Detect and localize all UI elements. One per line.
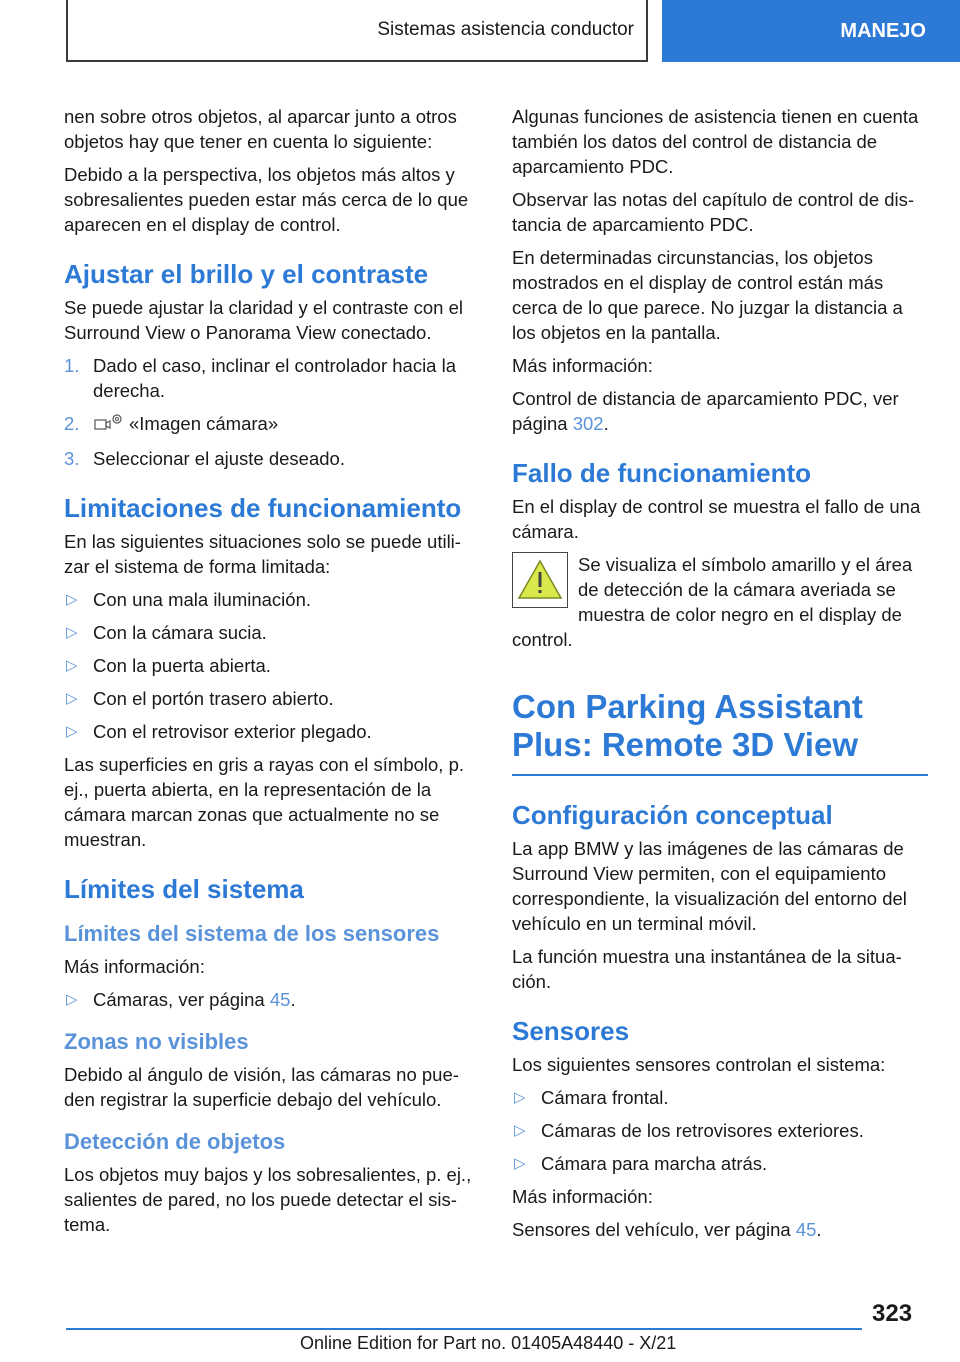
blind-zones-heading: Zonas no visibles xyxy=(64,1029,249,1055)
object-detection-heading: Detección de objetos xyxy=(64,1129,286,1155)
list-item: ▷ Cámaras de los retrovisores exteriores. xyxy=(514,1120,864,1141)
left-column xyxy=(64,104,484,1245)
limits-heading: Límites del sistema xyxy=(64,874,304,905)
warning-block xyxy=(512,552,928,627)
list-item: ▷ Con la puerta abierta. xyxy=(66,655,271,677)
triangle-bullet-icon: ▷ xyxy=(514,1155,526,1172)
limitations-heading: Limitaciones de funcionamiento xyxy=(64,493,462,524)
sensors-text: Los siguientes sensores controlan el sistema: xyxy=(512,1054,886,1075)
vehicle-sensors-reference: Sensores del vehículo, ver página 45. xyxy=(512,1219,822,1240)
step-text: «Imagen cámara» xyxy=(129,413,279,434)
triangle-bullet-icon: ▷ xyxy=(66,591,78,609)
footer-divider xyxy=(66,1328,862,1330)
section-title: Sistemas asistencia conductor xyxy=(377,19,634,40)
sensors-heading: Sensores xyxy=(512,1016,630,1046)
pdc-paragraph-2: Observar las notas del capítulo de control de dis-tancia de aparcamiento PDC. xyxy=(512,189,915,235)
list-item: ▷ Con el retrovisor exterior plegado. xyxy=(66,721,372,743)
blind-zones-text: Debido al ángulo de visión, las cámaras no pue-den registrar la superficie debajo del vehículo. xyxy=(64,1064,459,1111)
triangle-bullet-icon: ▷ xyxy=(66,991,78,1009)
header-chapter-tab xyxy=(662,0,960,62)
step-number: 3. xyxy=(64,448,80,470)
pdc-paragraph-3: En determinadas circunstancias, los objetos mostrados en el display de control están más cerca de lo que parece. No juzgar la distancia a los objetos en la pantalla. xyxy=(512,247,903,343)
object-detection-text: Los objetos muy bajos y los sobresalientes, p. ej., salientes de pared, no los puede detectar el sis-tema. xyxy=(64,1164,472,1236)
more-info-label: Más información: xyxy=(512,355,653,376)
more-info-label: Más información: xyxy=(64,956,205,978)
heading-divider xyxy=(512,774,928,776)
step-2 xyxy=(64,411,484,438)
header-section-title xyxy=(66,0,648,62)
page-link[interactable]: 45 xyxy=(795,1219,817,1240)
triangle-bullet-icon: ▷ xyxy=(66,690,78,708)
list-item: ▷ Con la cámara sucia. xyxy=(66,622,267,644)
step-3 xyxy=(64,446,484,471)
list-item: ▷ Con el portón trasero abierto. xyxy=(66,688,334,710)
pdc-paragraph-1: Algunas funciones de asistencia tienen en cuenta también los datos del control de distancia de aparcamiento PDC. xyxy=(512,106,919,177)
triangle-bullet-icon: ▷ xyxy=(514,1089,526,1106)
list-item: ▷ Cámaras, ver página 45. xyxy=(66,989,296,1011)
step-number: 2. xyxy=(64,413,80,434)
triangle-bullet-icon: ▷ xyxy=(66,624,78,642)
page-link[interactable]: 302 xyxy=(572,413,604,434)
list-item: ▷ Con una mala iluminación. xyxy=(66,589,312,611)
list-item: ▷ Cámara para marcha atrás. xyxy=(514,1153,768,1174)
malfunction-heading: Fallo de funcionamiento xyxy=(512,458,812,488)
footer-edition: Online Edition for Part no. 01405A48440 - X/21 xyxy=(300,1333,677,1353)
limitations-note: Las superficies en gris a rayas con el símbolo, p. ej., puerta abierta, en la representación de la cámara marcan zonas que actualmente no se muestran. xyxy=(64,754,464,851)
list-item: ▷ Cámara frontal. xyxy=(514,1087,669,1108)
sensor-limits-heading: Límites del sistema de los sensores xyxy=(64,921,440,947)
triangle-bullet-icon: ▷ xyxy=(66,723,78,741)
brightness-heading: Ajustar el brillo y el contraste xyxy=(64,259,429,289)
chapter-title: MANEJO xyxy=(840,19,926,42)
pdc-reference: Control de distancia de aparcamiento PDC, ver página 302. xyxy=(512,388,899,434)
step-text: Dado el caso, inclinar el controlador hacia la derecha. xyxy=(93,355,457,401)
right-column xyxy=(512,104,928,1250)
remote-3d-view-heading: Con Parking Assistant Plus: Remote 3D View xyxy=(512,688,863,763)
warning-triangle-icon xyxy=(512,552,568,608)
warning-text-tail: control. xyxy=(512,629,573,650)
more-info-label: Más información: xyxy=(512,1186,653,1207)
page-link[interactable]: 45 xyxy=(269,989,291,1011)
step-number: 1. xyxy=(64,355,80,376)
step-1 xyxy=(64,353,484,403)
step-text: Seleccionar el ajuste deseado. xyxy=(93,448,345,470)
concept-text-1: La app BMW y las imágenes de las cámaras de Surround View permiten, con el equipamiento correspondiente, la visualización del entorno del vehículo en un terminal móvil. xyxy=(512,838,907,934)
concept-heading: Configuración conceptual xyxy=(512,800,833,830)
camera-settings-icon xyxy=(93,412,123,438)
concept-text-2: La función muestra una instantánea de la situa-ción. xyxy=(512,946,902,992)
malfunction-text: En el display de control se muestra el fallo de una cámara. xyxy=(512,496,921,542)
intro-paragraph-1: nen sobre otros objetos, al aparcar junto a otros objetos hay que tener en cuenta lo siguiente: xyxy=(64,106,457,152)
brightness-text: Se puede ajustar la claridad y el contraste con el Surround View o Panorama View conectado. xyxy=(64,297,464,343)
warning-text: Se visualiza el símbolo amarillo y el área de detección de la cámara averiada se muestra de color negro en el display de xyxy=(578,554,913,625)
intro-paragraph-2: Debido a la perspectiva, los objetos más altos y sobresalientes pueden estar más cerca de lo que aparecen en el display de control. xyxy=(64,164,469,235)
limitations-text: En las siguientes situaciones solo se puede utili-zar el sistema de forma limitada: xyxy=(64,531,461,578)
page-number: 323 xyxy=(872,1300,913,1327)
triangle-bullet-icon: ▷ xyxy=(66,657,78,675)
triangle-bullet-icon: ▷ xyxy=(514,1122,526,1139)
